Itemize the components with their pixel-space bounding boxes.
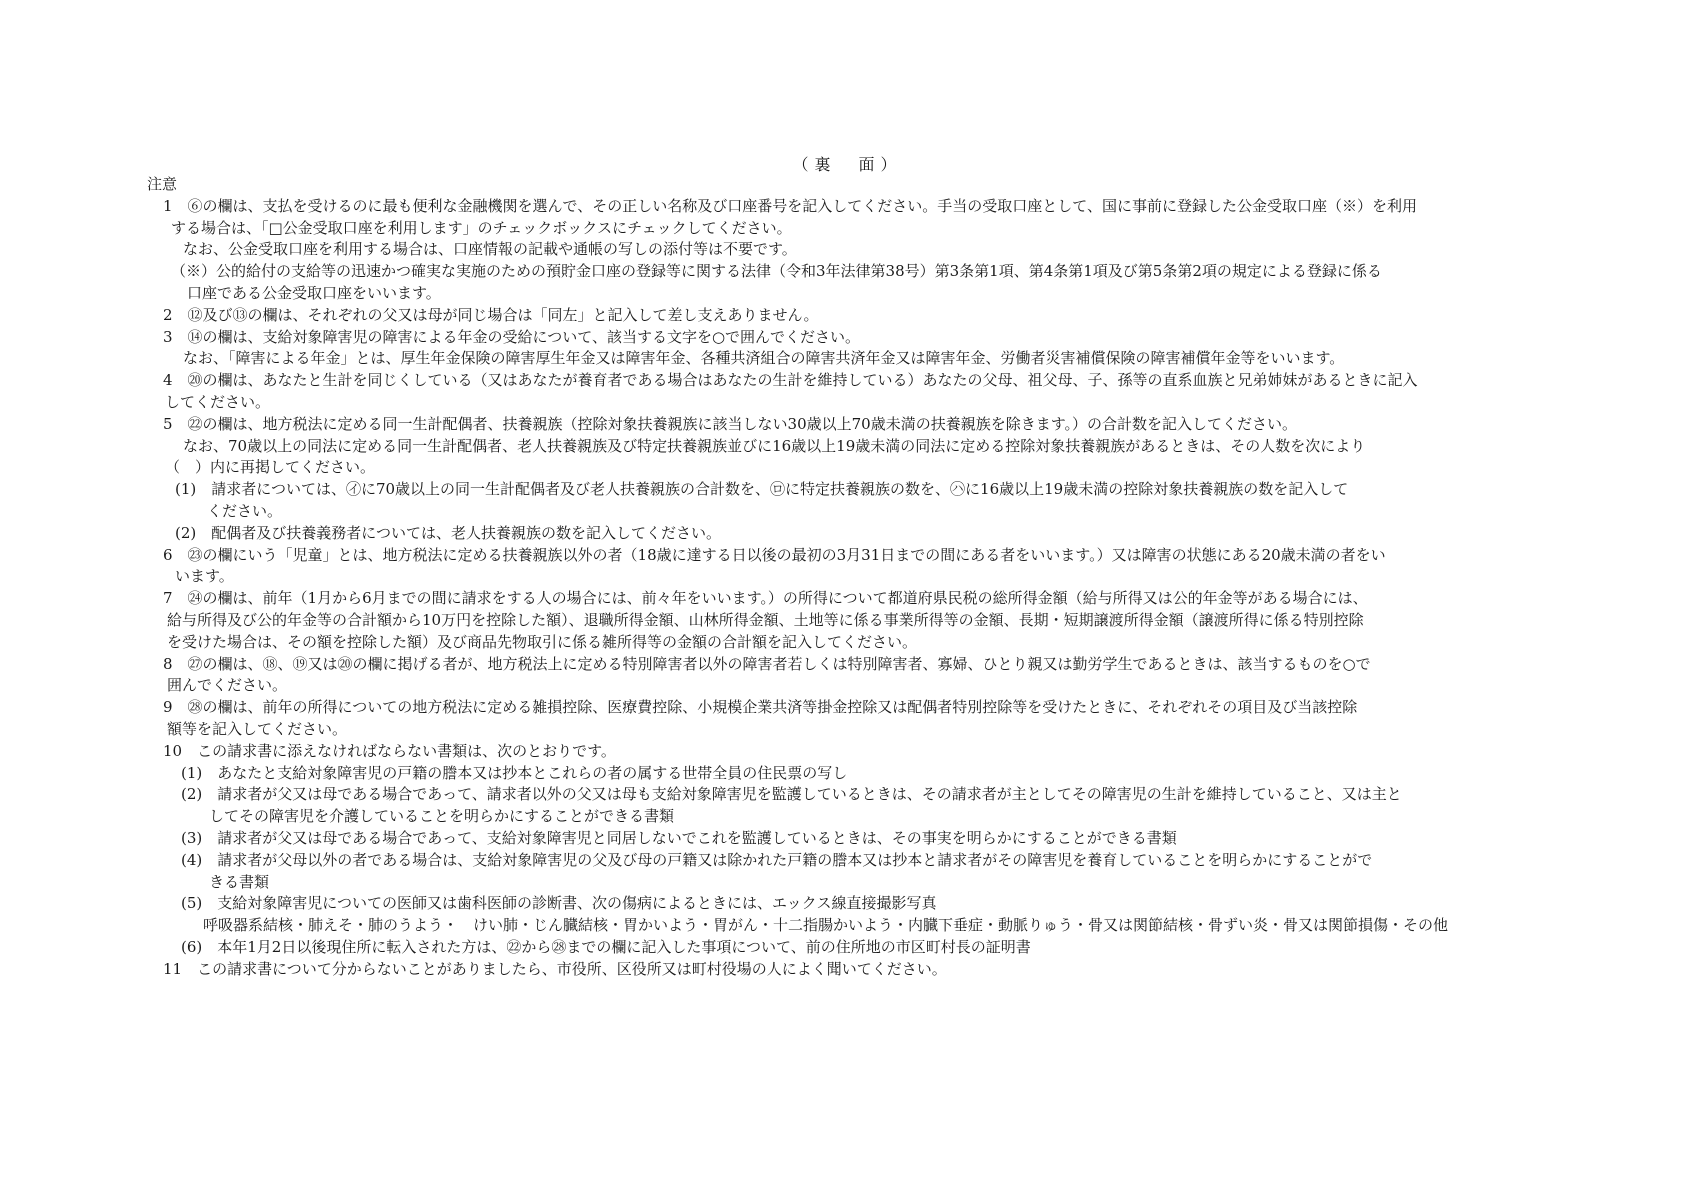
note-line: (1) 請求者については、㋑に70歳以上の同一生計配偶者及び老人扶養親族の合計数を、㋺に特定扶養親族の数を、㋩に16歳以上19歳未満の控除対象扶養親族の数を記入して (175, 480, 1349, 499)
note-line: する場合は、「□公金受取口座を利用します」のチェックボックスにチェックしてください。 (171, 218, 792, 237)
note-line: を受けた場合は、その額を控除した額）及び商品先物取引に係る雑所得等の金額の合計額を記入してください。 (167, 632, 918, 651)
note-line: (5) 支給対象障害児についての医師又は歯科医師の診断書、次の傷病によるときには、エックス線直接撮影写真 (181, 894, 937, 913)
note-line: （ ）内に再掲してください。 (165, 458, 376, 477)
note-line: 5 ㉒の欄は、地方税法に定める同一生計配偶者、扶養親族（控除対象扶養親族に該当しない30歳以上70歳未満の扶養親族を除きます。）の合計数を記入してください。 (163, 414, 1298, 433)
note-line: 1 ⑥の欄は、支払を受けるのに最も便利な金融機関を選んで、その正しい名称及び口座番号を記入してください。手当の受取口座として、国に事前に登録した公金受取口座（※）を利用 (163, 196, 1417, 215)
note-line: ください。 (207, 501, 283, 520)
note-line: （※）公的給付の支給等の迅速かつ確実な実施のための預貯金口座の登録等に関する法律（令和3年法律第38号）第3条第1項、第4条第1項及び第5条第2項の規定による登録に係る (171, 262, 1382, 281)
note-line: 2 ⑫及び⑬の欄は、それぞれの父又は母が同じ場合は「同左」と記入して差し支えありません。 (163, 305, 819, 324)
note-line: (1) あなたと支給対象障害児の戸籍の謄本又は抄本とこれらの者の属する世帯全員の住民票の写し (181, 763, 848, 782)
note-line: なお、70歳以上の同法に定める同一生計配偶者、老人扶養親族及び特定扶養親族並びに16歳以上19歳未満の同法に定める控除対象扶養親族があるときは、その人数を次により (183, 436, 1366, 455)
note-line: (2) 配偶者及び扶養義務者については、老人扶養親族の数を記入してください。 (175, 523, 721, 542)
note-line: 給与所得及び公的年金等の合計額から10万円を控除した額）、退職所得金額、山林所得金額、土地等に係る事業所得等の金額、長期・短期譲渡所得金額（譲渡所得に係る特別控除 (167, 610, 1364, 629)
note-line: 口座である公金受取口座をいいます。 (187, 283, 441, 302)
note-line: (6) 本年1月2日以後現住所に転入された方は、㉒から㉘までの欄に記入した事項について、前の住所地の市区町村長の証明書 (181, 937, 1031, 956)
note-line: 7 ㉔の欄は、前年（1月から6月までの間に請求をする人の場合には、前々年をいいます。）の所得について都道府県民税の総所得金額（給与所得又は公的年金等がある場合には、 (163, 589, 1368, 608)
notes-heading: 注意 (147, 175, 178, 193)
notes-section (147, 174, 1537, 980)
note-line: 額等を記入してください。 (167, 719, 348, 738)
note-line: います。 (175, 567, 234, 586)
note-line: してその障害児を介護していることを明らかにすることができる書類 (209, 807, 675, 826)
note-line: (2) 請求者が父又は母である場合であって、請求者以外の父又は母も支給対象障害児を監護しているときは、その請求者が主としてその障害児の生計を維持していること、又は主と (181, 785, 1402, 804)
note-line: きる書類 (209, 872, 270, 891)
page-title: （裏 面） (792, 155, 903, 174)
note-line: 11 この請求書について分からないことがありましたら、市役所、区役所又は町村役場の人によく聞いてください。 (163, 959, 947, 978)
note-line: (3) 請求者が父又は母である場合であって、支給対象障害児と同居しないでこれを監護しているときは、その事実を明らかにすることができる書類 (181, 828, 1177, 847)
note-line: 8 ㉗の欄は、⑱、⑲又は⑳の欄に掲げる者が、地方税法上に定める特別障害者以外の障害者若しくは特別障害者、寡婦、ひとり親又は勤労学生であるときは、該当するものを○で (163, 654, 1371, 673)
note-line: してください。 (165, 392, 271, 411)
note-line: なお、公金受取口座を利用する場合は、口座情報の記載や通帳の写しの添付等は不要です。 (183, 240, 797, 259)
note-line: 9 ㉘の欄は、前年の所得についての地方税法に定める雑損控除、医療費控除、小規模企業共済等掛金控除又は配偶者特別控除等を受けたときに、それぞれその項目及び当該控除 (163, 698, 1358, 717)
note-line: (4) 請求者が父母以外の者である場合は、支給対象障害児の父及び母の戸籍又は除かれた戸籍の謄本又は抄本と請求者がその障害児を養育していることを明らかにすることがで (181, 850, 1373, 869)
note-line: 3 ⑭の欄は、支給対象障害児の障害による年金の受給について、該当する文字を○で囲んでください。 (163, 327, 861, 346)
note-line: 4 ⑳の欄は、あなたと生計を同じくしている（又はあなたが養育者である場合はあなたの生計を維持している）あなたの父母、祖父母、子、孫等の直系血族と兄弟姉妹があるときに記入 (163, 371, 1418, 390)
note-line: なお、「障害による年金」とは、厚生年金保険の障害厚生年金又は障害年金、各種共済組合の障害共済年金又は障害年金、労働者災害補償保険の障害補償年金等をいいます。 (183, 349, 1345, 368)
note-line: 囲んでください。 (167, 676, 288, 695)
note-line: 6 ㉓の欄にいう「児童」とは、地方税法に定める扶養親族以外の者（18歳に達する日以後の最初の3月31日までの間にある者をいいます。）又は障害の状態にある20歳未満の者をい (163, 545, 1386, 564)
note-line: 10 この請求書に添えなければならない書類は、次のとおりです。 (163, 741, 616, 760)
note-line: 呼吸器系結核・肺えそ・肺のうよう・ けい肺・じん臓結核・胃かいよう・胃がん・十二指腸かいよう・内臓下垂症・動脈りゅう・骨又は関節結核・骨ずい炎・骨又は関節損傷・その他 (203, 916, 1449, 935)
